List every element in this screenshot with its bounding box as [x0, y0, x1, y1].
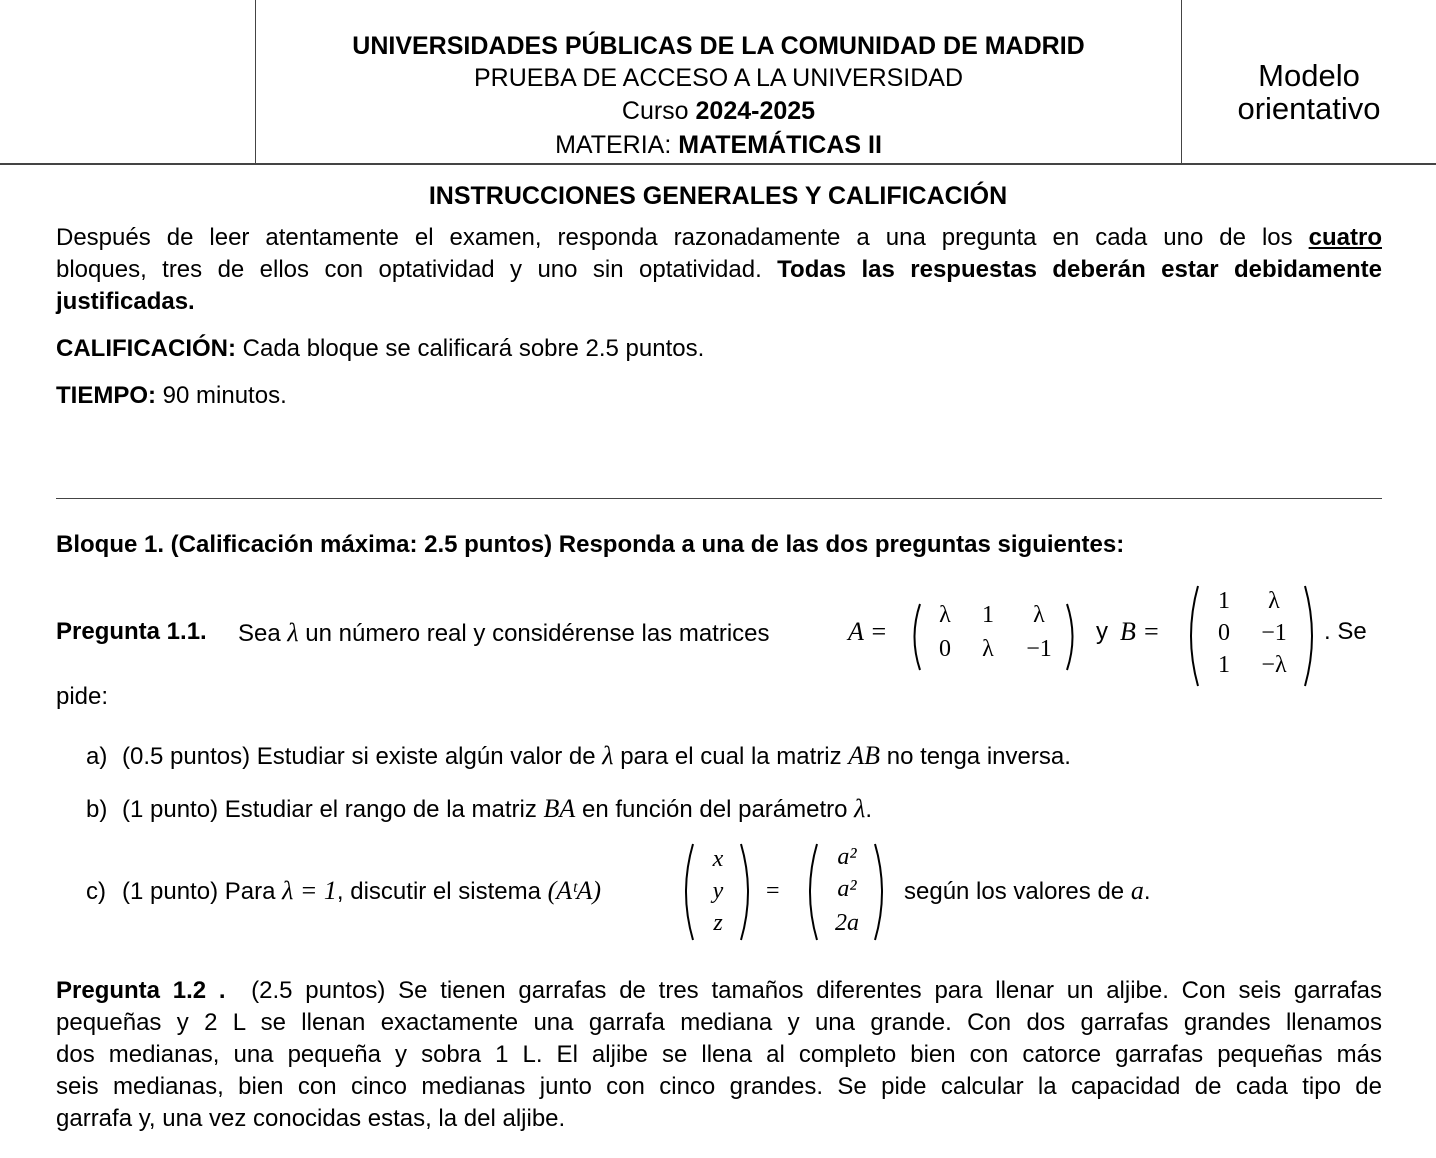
vector-right-cell [827, 876, 867, 903]
instructions-line-3 [56, 286, 1382, 318]
item-b-text-b: en función del parámetro [575, 796, 855, 823]
item-b-text-c: . [865, 796, 873, 823]
vector-right-close-paren [872, 842, 890, 942]
matrix-a-cell: −1 [1026, 636, 1052, 662]
instructions-text-b: bloques, tres de ellos con optatividad y uno sin optatividad. [56, 256, 778, 283]
vector-right-cell [827, 844, 867, 871]
item-c-math-1: λ = 1 [282, 876, 337, 905]
item-c-text [86, 876, 601, 906]
matrix-a-cell: λ [982, 636, 994, 662]
header-title-cell [256, 0, 1182, 163]
q12-line-1 [56, 975, 1382, 1007]
matrix-b-cell: 1 [1218, 652, 1230, 678]
vector-left-close-paren [738, 842, 756, 942]
question-1-2-label: Pregunta 1.2 . [56, 977, 226, 1004]
exam-name: PRUEBA DE ACCESO A LA UNIVERSIDAD [473, 64, 964, 92]
item-b-math-1: BA [543, 794, 576, 823]
matrix-b-label: B = [1120, 617, 1160, 646]
course-line [256, 95, 1181, 127]
matrix-b-cell: −λ [1261, 652, 1287, 678]
item-c-text-a: (1 punto) Para [122, 878, 283, 905]
subject-value: MATEMÁTICAS II [678, 131, 882, 159]
model-label-2: orientativo [1237, 91, 1381, 126]
q12-line-2: pequeñas y 2 L se llenan exactamente una garrafa mediana y una grande. Con dos garrafas grandes llenamos [56, 1009, 1382, 1036]
item-c-math-2: (AᵗA) [547, 876, 602, 905]
q11-lambda: λ [287, 618, 299, 647]
question-1-1-label: Pregunta 1.1. [56, 618, 207, 645]
q12-line-3: dos medianas, una pequeña y sobra 1 L. El aljibe se llena al completo bien con catorce garrafas pequeñas más [56, 1041, 1382, 1068]
vector-right-open-paren [802, 842, 820, 942]
vector-y: y [712, 878, 724, 904]
instructions-bold-2: justificadas. [56, 288, 195, 315]
matrix-b-cell: 0 [1218, 620, 1230, 646]
pide-text: pide: [56, 683, 109, 710]
instructions-cuatro: cuatro [1308, 224, 1382, 251]
item-c-math-3: a [1130, 876, 1144, 905]
item-a-math-1: λ [602, 741, 614, 770]
item-c [86, 842, 1386, 942]
vector-x: x [712, 846, 724, 872]
matrix-a-left-paren [907, 602, 923, 672]
instructions-paragraph [56, 222, 1382, 318]
vector-left-cell [698, 846, 738, 873]
vector-right-cell [827, 910, 867, 937]
equals-sign: = [766, 878, 780, 904]
question-1-1-text [238, 618, 770, 648]
tiempo-line [56, 380, 1382, 412]
matrix-b-cell: λ [1268, 588, 1280, 614]
matrix-b-cell: 1 [1218, 588, 1230, 614]
matrix-b-cell: −1 [1261, 620, 1287, 646]
matrix-a-cell: λ [1033, 602, 1045, 628]
instructions-line-1 [56, 222, 1382, 254]
subject-line [256, 129, 1181, 161]
item-b-label: b) [86, 796, 108, 823]
tiempo-text: 90 minutos. [156, 382, 287, 409]
matrix-a-cell: λ [939, 602, 951, 628]
matrix-a-cell: 0 [939, 636, 951, 662]
instructions-line-2 [56, 254, 1382, 286]
vector-2a: 2a [835, 910, 859, 936]
calificacion-text: Cada bloque se calificará sobre 2.5 puntos. [235, 335, 705, 362]
vector-a-squared-1: a² [837, 844, 857, 870]
header-logo-cell [0, 0, 256, 163]
question-1-1-row [56, 588, 1382, 684]
item-b [86, 793, 872, 826]
question-1-2 [56, 975, 1382, 1135]
section-divider [56, 498, 1382, 499]
and-text: y [1096, 618, 1108, 645]
q12-line-4: seis medianas, bien con cinco medianas junto con cinco grandes. Se pide calcular la capacidad de cada tipo de [56, 1073, 1382, 1100]
item-a-text-a: (0.5 puntos) Estudiar si existe algún valor de [122, 743, 603, 770]
tiempo-label: TIEMPO: [56, 382, 156, 409]
matrix-a-cell: 1 [982, 602, 994, 628]
item-a-text-b: para el cual la matriz [613, 743, 849, 770]
item-c-label: c) [86, 878, 106, 905]
matrix-b-left-paren [1183, 584, 1201, 688]
instructions-title: INSTRUCCIONES GENERALES Y CALIFICACIÓN [428, 182, 1008, 210]
q12-text-line-1: (2.5 puntos) Se tienen garrafas de tres tamaños diferentes para llenar un aljibe. Con seis garrafas [251, 977, 1382, 1004]
vector-left-cell [698, 910, 738, 937]
vector-z: z [713, 910, 723, 936]
item-b-math-2: λ [854, 794, 866, 823]
bloque-1-heading: Bloque 1. (Calificación máxima: 2.5 puntos) Responda a una de las dos preguntas siguientes: [56, 531, 1125, 558]
item-a-math-2: AB [848, 741, 881, 770]
item-c-text-d: . [1143, 878, 1151, 905]
exam-header [0, 0, 1436, 165]
course-label: Curso [621, 97, 696, 125]
item-a [86, 740, 1071, 773]
vector-left-open-paren [678, 842, 696, 942]
calificacion-line [56, 333, 1382, 365]
matrix-b-right-paren [1302, 584, 1320, 688]
matrix-a-right-paren [1064, 602, 1080, 672]
item-c-tail [904, 876, 1150, 906]
item-c-text-c: según los valores de [904, 878, 1131, 905]
item-c-text-b: , discutir el sistema [336, 878, 548, 905]
calificacion-label: CALIFICACIÓN: [56, 335, 236, 362]
q11-text-a: Sea [238, 620, 288, 647]
vector-a-squared-2: a² [837, 876, 857, 902]
instructions-bold-part [777, 256, 1382, 283]
q12-line-5: garrafa y, una vez conocidas estas, la del aljibe. [56, 1105, 566, 1132]
item-b-text-a: (1 punto) Estudiar el rango de la matriz [122, 796, 544, 823]
q11-text-b: un número real y considérense las matrices [298, 620, 770, 647]
item-a-text-c: no tenga inversa. [880, 743, 1071, 770]
subject-label: MATERIA: [555, 131, 679, 159]
university-title: UNIVERSIDADES PÚBLICAS DE LA COMUNIDAD DE MADRID [352, 32, 1085, 60]
se-text: . Se [1324, 618, 1367, 645]
model-label-1: Modelo [1258, 58, 1360, 93]
header-model-cell [1182, 0, 1436, 163]
instructions-text-a: Después de leer atentamente el examen, responda razonadamente a una pregunta en cada uno de los [56, 224, 1309, 251]
matrix-a-label: A = [848, 617, 888, 646]
item-a-label: a) [86, 743, 108, 770]
course-value: 2024-2025 [695, 97, 816, 125]
vector-left-cell [698, 878, 738, 905]
instructions-bold-1: Todas las respuestas deberán estar debidamente [777, 256, 1382, 283]
